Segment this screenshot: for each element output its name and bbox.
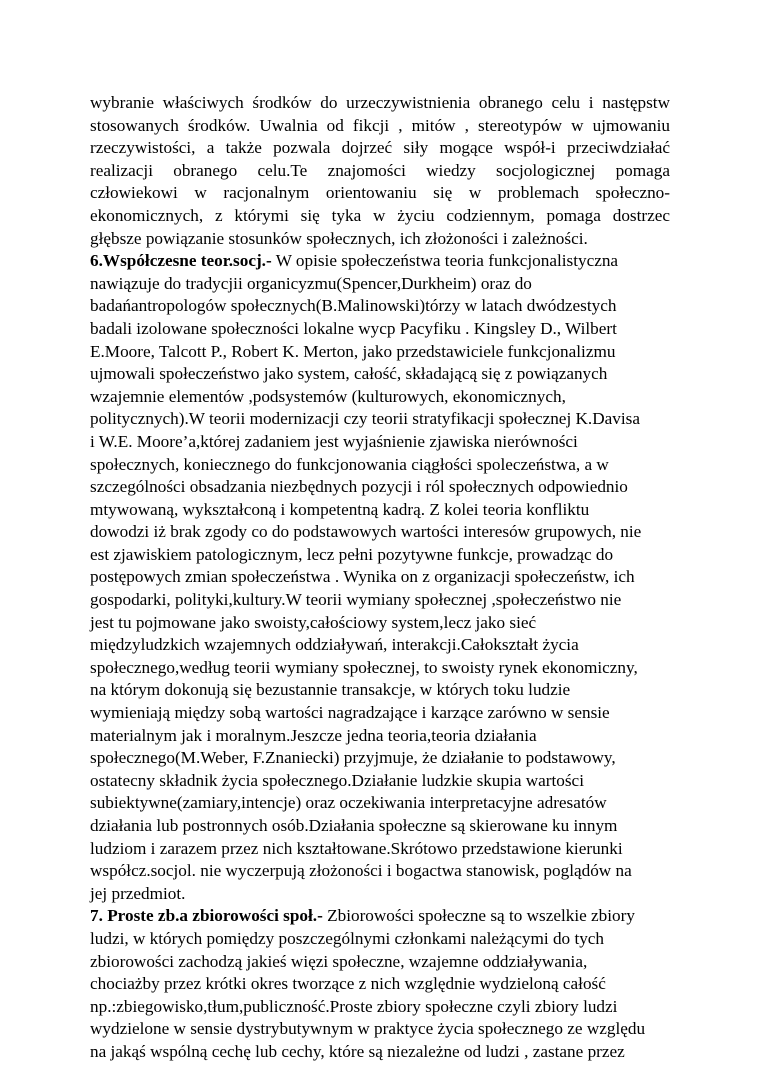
text-line xyxy=(90,205,670,228)
line-text: realizacji obranego celu.Te znajomości wiedzy socjologicznej pomaga xyxy=(90,160,670,180)
text-line xyxy=(90,1018,670,1041)
line-text: ludzi, w których pomiędzy poszczególnymi członkami należącymi do tych xyxy=(90,928,605,948)
text-line xyxy=(90,273,670,296)
text-line xyxy=(90,657,670,680)
text-line xyxy=(90,725,670,748)
text-line xyxy=(90,973,670,996)
section-heading-line xyxy=(90,905,670,928)
text-line xyxy=(90,747,670,770)
text-line xyxy=(90,702,670,725)
text-line xyxy=(90,431,670,454)
line-text: na którym dokonują się bezustannie transakcje, w których toku ludzie xyxy=(90,680,571,700)
text-line xyxy=(90,566,670,589)
text-line xyxy=(90,228,670,251)
line-text: człowiekowi w racjonalnym orientowaniu się w problemach społeczno- xyxy=(90,183,670,203)
line-text: wybranie właściwych środków do urzeczywistnienia obranego celu i następstw xyxy=(90,93,670,112)
line-text: mtywowaną, wykształconą i kompetentną kadrą. Z kolei teoria konfliktu xyxy=(90,499,590,519)
section-heading: 6.Współczesne teor.socj.- xyxy=(90,251,272,271)
text-line xyxy=(90,634,670,657)
line-text: wzajemnie elementów ,podsystemów (kulturowych, ekonomicznych, xyxy=(90,386,566,406)
text-line xyxy=(90,770,670,793)
line-text: wydzielone w sensie dystrybutywnym w praktyce życia społecznego ze względu xyxy=(90,1019,646,1039)
section-heading: 7. Proste zb.a zbiorowości społ.- xyxy=(90,906,323,926)
line-text: społecznego(M.Weber, F.Znaniecki) przyjmuje, że działanie to podstawowy, xyxy=(90,748,616,768)
line-text: politycznych).W teorii modernizacji czy teorii stratyfikacji społecznej K.Davisa xyxy=(90,409,640,429)
text-line xyxy=(90,951,670,974)
line-text: stosowanych środków. Uwalnia od fikcji , mitów , stereotypów w ujmowaniu xyxy=(90,115,670,135)
text-line xyxy=(90,115,670,138)
line-text: międzyludzkich wzajemnych oddziaływań, interakcji.Całokształt życia xyxy=(90,635,579,655)
text-line xyxy=(90,499,670,522)
line-text: rzeczywistości, a także pozwala dojrzeć siły mogące współ-i przeciwdziałać xyxy=(90,138,670,158)
line-text: współcz.socjol. nie wyczerpują złożoności i bogactwa stanowisk, poglądów na xyxy=(90,861,632,881)
line-text: szczególności obsadzania niezbędnych pozycji i ról społecznych odpowiednio xyxy=(90,477,628,497)
text-line xyxy=(90,612,670,635)
line-text: badali izolowane społeczności lokalne wycp Pacyfiku . Kingsley D., Wilbert xyxy=(90,318,617,338)
text-line xyxy=(90,1041,670,1064)
line-text: postępowych zmian społeczeństwa . Wynika on z organizacji społeczeństw, ich xyxy=(90,567,635,587)
line-text: jest tu pojmowane jako swoisty,całościowy system,lecz jako sieć xyxy=(90,612,537,632)
section-heading-line xyxy=(90,250,670,273)
line-text: est zjawiskiem patologicznym, lecz pełni pozytywne funkcje, prowadząc do xyxy=(90,544,614,564)
line-text: ostatecny składnik życia społecznego.Działanie ludzkie skupia wartości xyxy=(90,770,584,790)
text-line xyxy=(90,589,670,612)
line-text: zbiorowości zachodzą jakieś więzi społeczne, wzajemne oddziaływania, xyxy=(90,951,588,971)
text-line xyxy=(90,341,670,364)
text-line xyxy=(90,883,670,906)
line-text: ludziom i zarazem przez nich kształtowane.Skrótowo przedstawione kierunki xyxy=(90,838,623,858)
line-text: na jakąś wspólną cechę lub cechy, które są niezależne od ludzi , zastane przez xyxy=(90,1041,625,1061)
line-text: nawiązuje do tradycjii organicyzmu(Spencer,Durkheim) oraz do xyxy=(90,273,532,293)
line-text: i W.E. Moore’a,której zadaniem jest wyjaśnienie zjawiska nierówności xyxy=(90,431,578,451)
text-line xyxy=(90,454,670,477)
line-text: dowodzi iż brak zgody co do podstawowych wartości interesów grupowych, nie xyxy=(90,522,642,542)
text-line xyxy=(90,363,670,386)
text-line xyxy=(90,160,670,183)
text-line xyxy=(90,318,670,341)
line-text: Zbiorowości społeczne są to wszelkie zbiory xyxy=(322,906,635,926)
text-line xyxy=(90,996,670,1019)
text-line xyxy=(90,792,670,815)
text-line xyxy=(90,544,670,567)
text-line xyxy=(90,295,670,318)
text-line xyxy=(90,182,670,205)
text-line xyxy=(90,476,670,499)
text-line xyxy=(90,679,670,702)
line-text: chociażby przez krótki okres tworzące z nich względnie wydzieloną całość xyxy=(90,974,606,994)
line-text: społecznego,według teorii wymiany społecznej, to swoisty rynek ekonomiczny, xyxy=(90,657,638,677)
line-text: wymieniają między sobą wartości nagradzające i karzące zarówno w sensie xyxy=(90,703,610,723)
line-text: gospodarki, polityki,kultury.W teorii wymiany społecznej ,społeczeństwo nie xyxy=(90,590,622,610)
line-text: głębsze powiązanie stosunków społecznych, ich złożoności i zależności. xyxy=(90,228,588,248)
line-text: działania lub postronnych osób.Działania społeczne są skierowane ku innym xyxy=(90,816,618,835)
text-line xyxy=(90,521,670,544)
line-text: W opisie społeczeństwa teoria funkcjonalistyczna xyxy=(271,251,619,271)
text-line xyxy=(90,92,670,115)
line-text: ekonomicznych, z którymi się tyka w życiu codziennym, pomaga dostrzec xyxy=(90,205,670,225)
text-line xyxy=(90,838,670,861)
text-line xyxy=(90,386,670,409)
text-line xyxy=(90,408,670,431)
text-line xyxy=(90,860,670,883)
line-text: jej przedmiot. xyxy=(90,883,186,903)
line-text: E.Moore, Talcott P., Robert K. Merton, jako przedstawiciele funkcjonalizmu xyxy=(90,341,616,361)
line-text: np.:zbiegowisko,tłum,publiczność.Proste zbiory społeczne czyli zbiory ludzi xyxy=(90,996,618,1016)
line-text: społecznych, koniecznego do funkcjonowania ciągłości spoleczeństwa, a w xyxy=(90,454,609,474)
document-body-text xyxy=(90,92,670,1064)
text-line xyxy=(90,137,670,160)
line-text: materialnym jak i moralnym.Jeszcze jedna teoria,teoria działania xyxy=(90,725,537,745)
line-text: badańantropologów społecznych(B.Malinowski)tórzy w latach dwódzestych xyxy=(90,296,617,316)
line-text: ujmowali społeczeństwo jako system, całość, składającą się z powiązanych xyxy=(90,364,608,384)
line-text: subiektywne(zamiary,intencje) oraz oczekiwania interpretacyjne adresatów xyxy=(90,793,607,813)
text-line xyxy=(90,928,670,951)
text-line xyxy=(90,815,670,838)
